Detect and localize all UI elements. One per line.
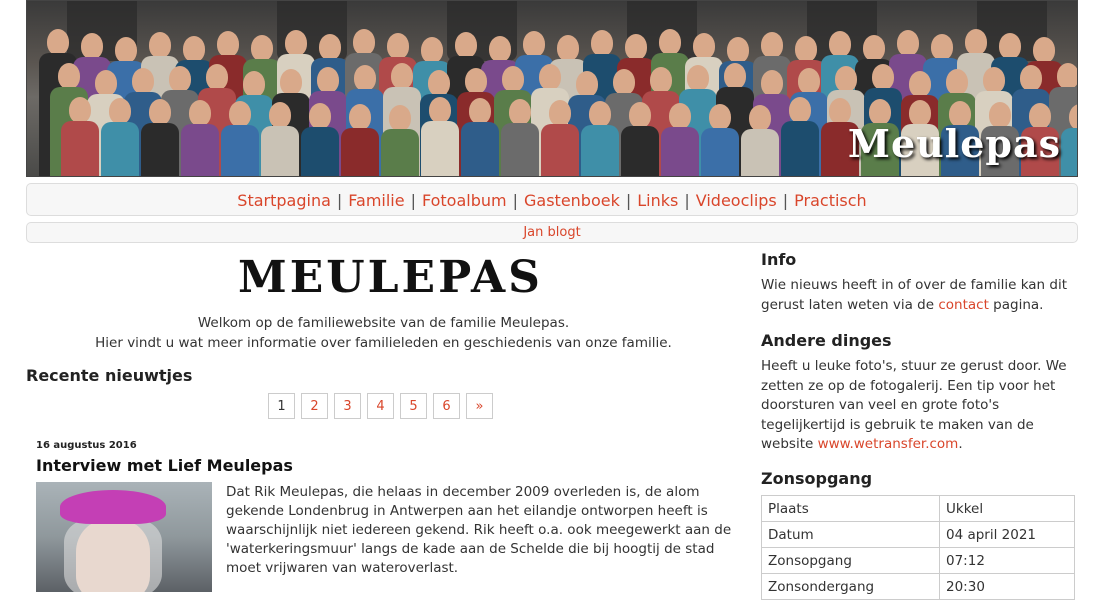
nav-gastenboek[interactable]: Gastenboek (524, 191, 620, 210)
page-5[interactable]: 5 (400, 393, 427, 419)
page-next[interactable]: » (466, 393, 493, 419)
nav-startpagina[interactable]: Startpagina (237, 191, 331, 210)
nav-separator: | (410, 191, 416, 210)
table-key: Datum (762, 522, 940, 548)
nav-links[interactable]: Links (637, 191, 679, 210)
page-3[interactable]: 3 (334, 393, 361, 419)
pagination (268, 393, 493, 419)
nav-separator: | (336, 191, 343, 210)
post-body: Dat Rik Meulepas, die helaas in december 2009 overleden is, de alom gekende Londenbrug in Antwerpen aan het eilandje ontworpen heeft is waarschijnlijk niet iedereen gekend. Rik heeft o.a. ook meegewerkt aan de 'waterkeringsmuur' langs de kade aan de Schelde die bij hoogtij de stad moet vrijwaren van wateroverlast. (226, 484, 732, 576)
nav-practisch[interactable]: Practisch (794, 191, 867, 210)
post-thumbnail[interactable] (36, 482, 212, 592)
welcome-line-1: Welkom op de familiewebsite van de familie Meulepas. (197, 315, 570, 331)
page-2[interactable]: 2 (301, 393, 328, 419)
info-text-before: Wie nieuws heeft in of over de familie kan dit gerust laten weten via de (761, 277, 1068, 313)
welcome-line-2: Hier vindt u wat meer informatie over familieleden en geschiedenis van onze familie. (95, 335, 672, 351)
nav-videoclips[interactable]: Videoclips (695, 191, 777, 210)
table-value: 07:12 (940, 548, 1075, 574)
table-key: Zonsopgang (762, 548, 940, 574)
zonsopgang-heading: Zonsopgang (761, 469, 873, 488)
banner-title: Meulepas (847, 121, 1061, 166)
table-value: Ukkel (940, 496, 1075, 522)
andere-text-after: . (958, 436, 963, 452)
zonsopgang-table (761, 495, 1075, 600)
page-4[interactable]: 4 (367, 393, 394, 419)
table-value: 20:30 (940, 574, 1075, 600)
nav-familie[interactable]: Familie (348, 191, 405, 210)
table-row (762, 574, 1075, 600)
andere-dinges-text (761, 357, 1077, 455)
recent-news-heading: Recente nieuwtjes (26, 366, 193, 385)
welcome-text (26, 313, 741, 353)
page-1[interactable]: 1 (268, 393, 295, 419)
contact-link[interactable]: contact (938, 296, 989, 313)
table-value: 04 april 2021 (940, 522, 1075, 548)
table-key: Plaats (762, 496, 940, 522)
nav-separator: | (684, 191, 690, 210)
wetransfer-link[interactable]: www.wetransfer.com (817, 436, 959, 452)
main-nav (26, 183, 1078, 216)
info-text (761, 276, 1077, 315)
info-text-after: pagina. (988, 296, 1044, 313)
table-row (762, 496, 1075, 522)
info-heading: Info (761, 250, 797, 269)
banner-photo (26, 0, 1078, 177)
post-date: 16 augustus 2016 (36, 440, 137, 451)
nav-fotoalbum[interactable]: Fotoalbum (421, 191, 507, 210)
andere-text: Heeft u leuke foto's, stuur ze gerust door. We zetten ze op de fotogalerij. Een tip voor het doorsturen van veel en grote foto's tegelijkertijd is gebruik te maken van de website (761, 358, 1067, 452)
andere-dinges-heading: Andere dinges (761, 331, 892, 350)
table-row (762, 522, 1075, 548)
post-title[interactable]: Interview met Lief Meulepas (36, 456, 293, 475)
nav-separator: | (625, 191, 632, 210)
site-logo: MEULEPAS (238, 252, 543, 303)
nav-separator: | (782, 191, 789, 210)
subnav-jan-blogt[interactable]: Jan blogt (523, 225, 581, 240)
sub-nav (26, 222, 1078, 243)
nav-separator: | (512, 191, 518, 210)
table-row (762, 548, 1075, 574)
page-6[interactable]: 6 (433, 393, 460, 419)
table-key: Zonsondergang (762, 574, 940, 600)
